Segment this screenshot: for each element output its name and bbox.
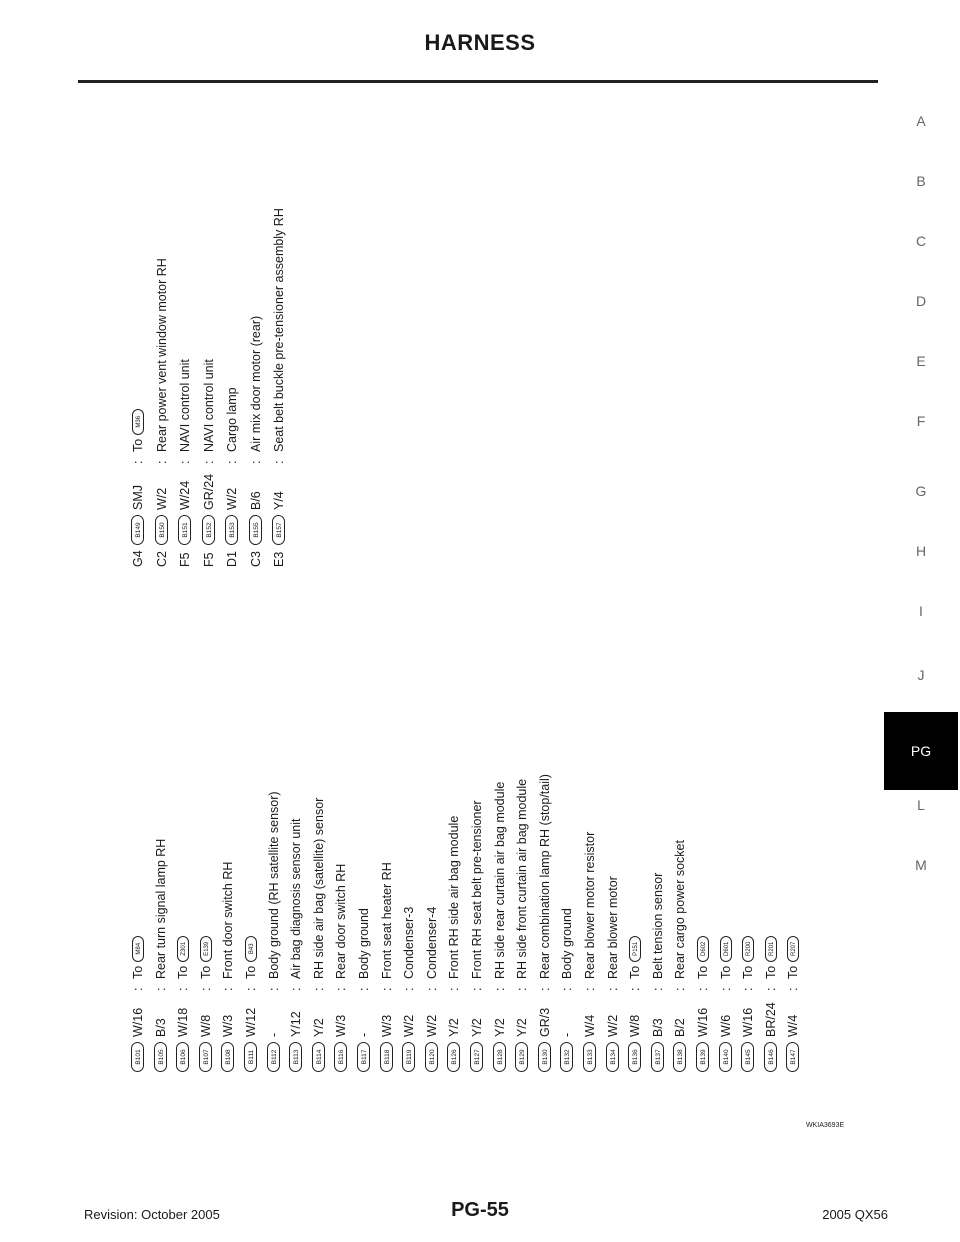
connector-row bbox=[197, 359, 219, 567]
separator: : bbox=[673, 987, 688, 991]
connector-badge: B136 bbox=[628, 1042, 641, 1072]
connector-row bbox=[714, 936, 736, 1072]
connector-badge: B114 bbox=[312, 1042, 325, 1072]
wire-spec: SMJ bbox=[130, 485, 145, 510]
connector-description: Seat belt buckle pre-tensioner assembly RH bbox=[271, 208, 286, 452]
grid-code: F5 bbox=[201, 552, 216, 567]
connector-description: RH side front curtain air bag module bbox=[514, 778, 529, 979]
connector-row bbox=[150, 258, 172, 567]
connector-badge: B134 bbox=[606, 1042, 619, 1072]
header-rule bbox=[78, 80, 878, 83]
section-tab-b[interactable]: B bbox=[916, 173, 926, 189]
separator: : bbox=[401, 987, 416, 991]
connector-row bbox=[126, 409, 148, 567]
connector-row bbox=[533, 774, 555, 1072]
connector-row bbox=[126, 936, 148, 1072]
connector-badge: B117 bbox=[357, 1042, 370, 1072]
connector-badge: B137 bbox=[651, 1042, 664, 1072]
section-tab-m[interactable]: M bbox=[915, 857, 927, 873]
separator: : bbox=[605, 987, 620, 991]
separator: : bbox=[447, 987, 462, 991]
target-connector-badge: P151 bbox=[629, 936, 641, 962]
separator: : bbox=[424, 987, 439, 991]
separator: : bbox=[243, 987, 258, 991]
separator: : bbox=[334, 987, 349, 991]
grid-code: F5 bbox=[177, 552, 192, 567]
connector-description: NAVI control unit bbox=[177, 359, 192, 452]
wire-spec: - bbox=[356, 1032, 371, 1037]
connector-badge: B140 bbox=[719, 1042, 732, 1072]
connector-description: Air mix door motor (rear) bbox=[248, 315, 263, 452]
wire-spec: W/4 bbox=[582, 1014, 597, 1037]
separator: : bbox=[175, 987, 190, 991]
connector-badge: B108 bbox=[222, 1042, 235, 1072]
separator: : bbox=[560, 987, 575, 991]
separator: : bbox=[582, 987, 597, 991]
grid-code: E3 bbox=[271, 551, 286, 567]
grid-code: G4 bbox=[130, 550, 145, 567]
connector-row bbox=[262, 791, 284, 1072]
connector-row bbox=[239, 936, 261, 1072]
connector-badge: B111 bbox=[244, 1042, 257, 1072]
connector-row bbox=[781, 936, 803, 1072]
target-connector-badge: D602 bbox=[697, 936, 709, 962]
connector-badge: B120 bbox=[425, 1042, 438, 1072]
connector-row bbox=[420, 907, 442, 1072]
connector-badge: B149 bbox=[131, 515, 144, 545]
separator: : bbox=[130, 987, 145, 991]
connector-description: To bbox=[786, 965, 801, 979]
wire-spec: GR/3 bbox=[537, 1007, 552, 1037]
connector-description: To bbox=[763, 965, 778, 979]
section-tab-i[interactable]: I bbox=[919, 603, 923, 619]
connector-description: To bbox=[695, 965, 710, 979]
wire-spec: B/3 bbox=[650, 1018, 665, 1037]
connector-badge: B155 bbox=[249, 515, 262, 545]
target-connector-badge: R201 bbox=[765, 936, 777, 962]
separator: : bbox=[198, 987, 213, 991]
target-connector-badge: Z301 bbox=[177, 936, 189, 962]
connector-row bbox=[171, 936, 193, 1072]
connector-description: Cargo lamp bbox=[224, 387, 239, 452]
connector-description: Front seat heater RH bbox=[379, 862, 394, 979]
wire-spec: W/2 bbox=[605, 1014, 620, 1037]
connector-description: Rear door switch RH bbox=[334, 863, 349, 979]
connector-row bbox=[307, 798, 329, 1072]
connector-badge: B126 bbox=[448, 1042, 461, 1072]
connector-description: RH side rear curtain air bag module bbox=[492, 781, 507, 979]
wire-spec: Y/2 bbox=[514, 1018, 529, 1037]
grid-code: D1 bbox=[224, 551, 239, 567]
section-tab-g[interactable]: G bbox=[915, 483, 927, 499]
wire-spec: W/6 bbox=[718, 1014, 733, 1037]
connector-row bbox=[194, 936, 216, 1072]
target-connector-badge: D601 bbox=[719, 936, 731, 962]
wire-spec: - bbox=[266, 1032, 281, 1037]
connector-description: Front RH seat belt pre-tensioner bbox=[469, 800, 484, 979]
connector-row bbox=[668, 840, 690, 1072]
separator: : bbox=[177, 460, 192, 464]
separator: : bbox=[356, 987, 371, 991]
separator: : bbox=[266, 987, 281, 991]
section-tab-f[interactable]: F bbox=[916, 413, 926, 429]
separator: : bbox=[224, 460, 239, 464]
wire-spec: B/6 bbox=[248, 491, 263, 510]
connector-description: To bbox=[198, 965, 213, 979]
connector-badge: B145 bbox=[741, 1042, 754, 1072]
connector-description: Rear cargo power socket bbox=[673, 840, 688, 979]
separator: : bbox=[154, 460, 169, 464]
page-number: PG-55 bbox=[451, 1199, 509, 1221]
connector-row bbox=[623, 936, 645, 1072]
connector-row bbox=[352, 908, 374, 1072]
wire-spec: W/24 bbox=[177, 480, 192, 510]
connector-badge: B133 bbox=[583, 1042, 596, 1072]
connector-badge: B152 bbox=[202, 515, 215, 545]
separator: : bbox=[514, 987, 529, 991]
separator: : bbox=[221, 987, 236, 991]
connector-row bbox=[173, 359, 195, 567]
connector-row bbox=[442, 816, 464, 1072]
connector-description: Condenser-3 bbox=[401, 906, 416, 979]
connector-row bbox=[691, 936, 713, 1072]
wire-spec: W/2 bbox=[224, 487, 239, 510]
connector-badge: B147 bbox=[787, 1042, 800, 1072]
connector-row bbox=[578, 832, 600, 1072]
connector-badge: B129 bbox=[515, 1042, 528, 1072]
wire-spec: W/8 bbox=[627, 1014, 642, 1037]
connector-row bbox=[267, 208, 289, 567]
section-tab-h[interactable]: H bbox=[915, 543, 927, 559]
separator: : bbox=[537, 987, 552, 991]
connector-badge: B150 bbox=[155, 515, 168, 545]
connector-badge: B101 bbox=[131, 1042, 144, 1072]
separator: : bbox=[379, 987, 394, 991]
separator: : bbox=[469, 987, 484, 991]
connector-row bbox=[759, 936, 781, 1072]
wire-spec: W/16 bbox=[130, 1007, 145, 1037]
model-label: 2005 QX56 bbox=[822, 1207, 888, 1222]
connector-description: Rear turn signal lamp RH bbox=[153, 838, 168, 979]
connector-row bbox=[555, 908, 577, 1072]
connector-badge: B157 bbox=[272, 515, 285, 545]
separator: : bbox=[786, 987, 801, 991]
wire-spec: W/18 bbox=[175, 1007, 190, 1037]
connector-row bbox=[284, 818, 306, 1072]
connector-badge: B105 bbox=[154, 1042, 167, 1072]
wire-spec: W/3 bbox=[379, 1014, 394, 1037]
connector-row bbox=[244, 316, 266, 567]
connector-row bbox=[216, 862, 238, 1072]
connector-description: RH side air bag (satellite) sensor bbox=[311, 797, 326, 979]
connector-description: To bbox=[627, 965, 642, 979]
connector-badge: B118 bbox=[380, 1042, 393, 1072]
separator: : bbox=[492, 987, 507, 991]
connector-description: Rear blower motor resistor bbox=[582, 831, 597, 979]
target-connector-badge: M84 bbox=[132, 936, 144, 962]
connector-badge: B139 bbox=[696, 1042, 709, 1072]
wire-spec: B/2 bbox=[673, 1018, 688, 1037]
connector-badge: B130 bbox=[538, 1042, 551, 1072]
section-tab-pg[interactable]: PG bbox=[884, 712, 958, 790]
separator: : bbox=[271, 460, 286, 464]
separator: : bbox=[740, 987, 755, 991]
separator: : bbox=[153, 987, 168, 991]
connector-badge: B106 bbox=[176, 1042, 189, 1072]
connector-description: To bbox=[130, 438, 145, 452]
wire-spec: W/2 bbox=[424, 1014, 439, 1037]
connector-description: Belt tension sensor bbox=[650, 872, 665, 979]
connector-badge: B116 bbox=[335, 1042, 348, 1072]
wire-spec: W/16 bbox=[695, 1007, 710, 1037]
separator: : bbox=[695, 987, 710, 991]
section-tab-c[interactable]: C bbox=[915, 233, 927, 249]
wire-spec: W/12 bbox=[243, 1007, 258, 1037]
wire-spec: W/4 bbox=[786, 1014, 801, 1037]
wire-spec: W/2 bbox=[401, 1014, 416, 1037]
revision-label: Revision: October 2005 bbox=[84, 1207, 220, 1222]
connector-row bbox=[601, 876, 623, 1072]
target-connector-badge: R207 bbox=[787, 936, 799, 962]
connector-description: Condenser-4 bbox=[424, 906, 439, 979]
connector-row bbox=[465, 800, 487, 1072]
section-tab-l[interactable]: L bbox=[917, 797, 925, 813]
connector-description: Body ground bbox=[560, 908, 575, 979]
section-tab-j[interactable]: J bbox=[917, 667, 925, 683]
connector-row bbox=[220, 387, 242, 567]
wire-spec: Y/12 bbox=[288, 1011, 303, 1037]
connector-badge: B138 bbox=[674, 1042, 687, 1072]
wire-spec: BR/24 bbox=[763, 1002, 778, 1037]
connector-description: To bbox=[130, 965, 145, 979]
connector-description: To bbox=[740, 965, 755, 979]
connector-row bbox=[397, 907, 419, 1072]
connector-description: Rear power vent window motor RH bbox=[154, 258, 169, 452]
connector-badge: B153 bbox=[225, 515, 238, 545]
connector-badge: B113 bbox=[289, 1042, 302, 1072]
section-tab-a[interactable]: A bbox=[916, 113, 926, 129]
connector-badge: B128 bbox=[493, 1042, 506, 1072]
wire-spec: W/8 bbox=[198, 1014, 213, 1037]
connector-badge: B151 bbox=[178, 515, 191, 545]
connector-description: Body ground (RH satellite sensor) bbox=[266, 791, 281, 979]
separator: : bbox=[248, 460, 263, 464]
wire-spec: Y/2 bbox=[311, 1018, 326, 1037]
connector-badge: B112 bbox=[267, 1042, 280, 1072]
wire-spec: - bbox=[560, 1032, 575, 1037]
grid-code: C2 bbox=[154, 551, 169, 567]
section-tab-d[interactable]: D bbox=[915, 293, 927, 309]
target-connector-badge: R200 bbox=[742, 936, 754, 962]
connector-description: To bbox=[243, 965, 258, 979]
page-title: HARNESS bbox=[424, 30, 536, 55]
separator: : bbox=[311, 987, 326, 991]
connector-badge: B127 bbox=[470, 1042, 483, 1072]
connector-description: Front door switch RH bbox=[221, 861, 236, 979]
grid-code: C3 bbox=[248, 551, 263, 567]
connector-row bbox=[646, 873, 668, 1072]
connector-row bbox=[329, 864, 351, 1072]
separator: : bbox=[201, 460, 216, 464]
connector-description: Rear blower motor bbox=[605, 876, 620, 979]
wire-spec: W/2 bbox=[154, 487, 169, 510]
connector-description: Air bag diagnosis sensor unit bbox=[288, 818, 303, 979]
separator: : bbox=[627, 987, 642, 991]
target-connector-badge: B43 bbox=[245, 936, 257, 962]
wire-spec: Y/2 bbox=[447, 1018, 462, 1037]
connector-row bbox=[736, 936, 758, 1072]
wire-spec: Y/2 bbox=[469, 1018, 484, 1037]
connector-description: To bbox=[175, 965, 190, 979]
connector-description: NAVI control unit bbox=[201, 359, 216, 452]
connector-badge: B146 bbox=[764, 1042, 777, 1072]
wire-spec: W/3 bbox=[221, 1014, 236, 1037]
connector-description: To bbox=[718, 965, 733, 979]
wire-spec: GR/24 bbox=[201, 473, 216, 510]
wire-spec: Y/4 bbox=[271, 491, 286, 510]
connector-badge: B132 bbox=[561, 1042, 574, 1072]
connector-row bbox=[488, 782, 510, 1072]
connector-description: Front RH side air bag module bbox=[447, 815, 462, 979]
connector-description: Rear combination lamp RH (stop/tail) bbox=[537, 774, 552, 979]
target-connector-badge: E139 bbox=[200, 936, 212, 962]
target-connector-badge: M36 bbox=[132, 409, 144, 435]
separator: : bbox=[718, 987, 733, 991]
figure-id: WKIA3693E bbox=[806, 1122, 845, 1129]
connector-row bbox=[149, 839, 171, 1072]
connector-badge: B119 bbox=[402, 1042, 415, 1072]
separator: : bbox=[650, 987, 665, 991]
wire-spec: W/3 bbox=[334, 1014, 349, 1037]
connector-description: Body ground bbox=[356, 908, 371, 979]
separator: : bbox=[130, 460, 145, 464]
wire-spec: B/3 bbox=[153, 1018, 168, 1037]
section-tab-e[interactable]: E bbox=[916, 353, 926, 369]
separator: : bbox=[288, 987, 303, 991]
wire-spec: W/16 bbox=[740, 1007, 755, 1037]
connector-badge: B107 bbox=[199, 1042, 212, 1072]
separator: : bbox=[763, 987, 778, 991]
connector-row bbox=[375, 862, 397, 1072]
connector-row bbox=[510, 779, 532, 1072]
wire-spec: Y/2 bbox=[492, 1018, 507, 1037]
